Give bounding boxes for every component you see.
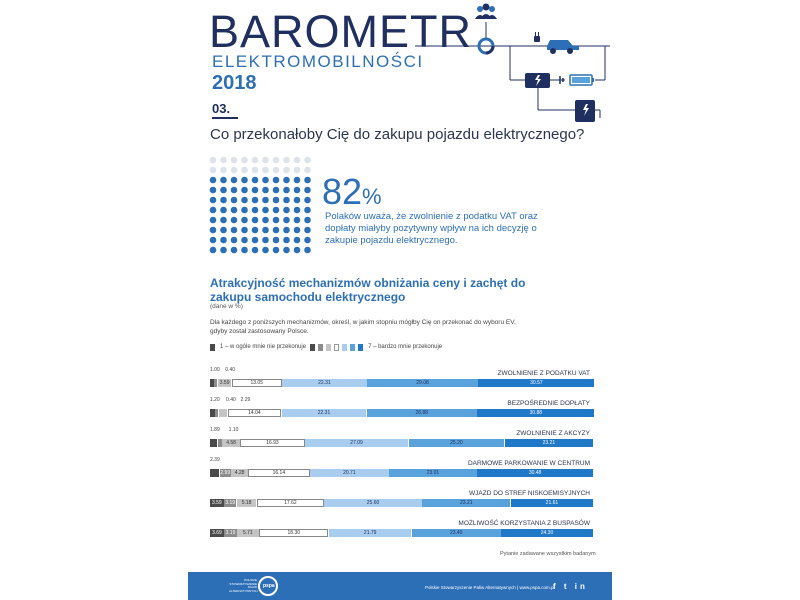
- dot: [273, 187, 280, 194]
- bar-segment: [224, 529, 236, 537]
- dot: [210, 227, 217, 234]
- bar-value-label: 25.60: [366, 500, 380, 506]
- stacked-bar-chart: [210, 360, 600, 545]
- legend-swatch-1b: [310, 344, 315, 351]
- dot: [252, 167, 259, 174]
- dot: [273, 167, 280, 174]
- bar-value-label: 21.61: [545, 500, 559, 506]
- section-underline: [212, 117, 238, 119]
- chart-legend: [210, 342, 446, 352]
- dot: [220, 237, 227, 244]
- dot: [294, 217, 301, 224]
- dot: [273, 207, 280, 214]
- bar-segment: [248, 469, 309, 477]
- dot: [252, 187, 259, 194]
- chart-title: Atrakcyjność mechanizmów obniżania ceny i zachęt do zakupu samochodu elektrycznego: [210, 276, 526, 304]
- dot: [294, 247, 301, 254]
- bar-segment: [210, 379, 214, 387]
- dot: [262, 237, 269, 244]
- dot: [241, 187, 248, 194]
- bar-value-label: 23.21: [542, 440, 556, 446]
- bar-value-label: 30.57: [530, 380, 543, 386]
- legend-swatch-4: [334, 344, 339, 351]
- dot: [231, 177, 238, 184]
- dot: [304, 187, 311, 194]
- dot: [262, 167, 269, 174]
- bar-value-label: 22.31: [318, 380, 331, 386]
- bar-value-label: 13.05: [250, 380, 263, 386]
- dot: [241, 247, 248, 254]
- dot: [252, 247, 259, 254]
- dot: [210, 237, 217, 244]
- bar-value-label: 17.62: [284, 500, 297, 506]
- dot: [294, 207, 301, 214]
- bar-value-label: 25.20: [450, 440, 463, 446]
- dot: [231, 187, 238, 194]
- dot: [252, 157, 259, 164]
- dot: [231, 207, 238, 214]
- bar-value-label: 4.28: [234, 470, 245, 476]
- category-label: DARMOWE PARKOWANIE W CENTRUM: [467, 460, 590, 467]
- bar-segment: [219, 409, 228, 417]
- dot: [294, 237, 301, 244]
- category-label: WJAZD DO STREF NISKOEMISYJNYCH: [469, 490, 590, 497]
- dot: [304, 247, 311, 254]
- circuit-illustration: [410, 0, 625, 125]
- bar-segment: [237, 499, 257, 507]
- dot: [252, 177, 259, 184]
- social-icons[interactable]: f t in: [553, 582, 588, 591]
- dot: [210, 177, 217, 184]
- bar-segment: [324, 499, 421, 507]
- category-label: MOŻLIWOŚĆ KORZYSTANIA Z BUSPASÓW: [458, 520, 590, 527]
- report-year: 2018: [212, 72, 257, 94]
- bar-value-label: 2.39: [210, 457, 220, 463]
- dot: [283, 197, 290, 204]
- dot: [283, 237, 290, 244]
- dot: [262, 217, 269, 224]
- bar-value-label: 27.09: [350, 440, 363, 446]
- bar-segment: [231, 469, 247, 477]
- bar-value-label: 1.89: [210, 427, 220, 433]
- dot: [304, 177, 311, 184]
- bar-segment: [224, 499, 236, 507]
- dot: [273, 237, 280, 244]
- bar-segment: [478, 379, 594, 387]
- bar-segment: [218, 439, 222, 447]
- dot: [304, 167, 311, 174]
- bar-value-label: 2.29: [240, 397, 251, 403]
- dot: [220, 167, 227, 174]
- bar-segment: [367, 409, 477, 417]
- report-title: BAROMETR: [209, 6, 473, 57]
- bar-value-label: 23.01: [426, 470, 440, 476]
- bar-value-label: 1.10: [228, 427, 239, 433]
- dot: [273, 157, 280, 164]
- dot: [210, 247, 217, 254]
- bar-segment: [505, 439, 593, 447]
- dot: [241, 237, 248, 244]
- dot: [273, 247, 280, 254]
- section-question: Co przekonałoby Cię do zakupu pojazdu elektrycznego?: [210, 126, 585, 143]
- dot: [294, 197, 301, 204]
- bar-segment: [232, 379, 282, 387]
- dot: [304, 237, 311, 244]
- bar-value-label: 0.40: [225, 367, 236, 373]
- bar-segment: [257, 499, 324, 507]
- highlight-description: Polaków uważa, że zwolnienie z podatku VAT oraz dopłaty miałyby pozytywny wpływ na ich decyzję o zakupie pojazdu elektrycznego.: [325, 211, 538, 246]
- bar-segment: [210, 469, 219, 477]
- dot: [252, 217, 259, 224]
- legend-low-label: 1 – w ogóle mnie nie przekonuje: [220, 344, 307, 350]
- dot: [304, 197, 311, 204]
- dot: [241, 207, 248, 214]
- bar-segment: [511, 499, 593, 507]
- legend-swatch-1: [210, 344, 215, 351]
- dot: [262, 177, 269, 184]
- dot: [283, 247, 290, 254]
- dot: [273, 227, 280, 234]
- bar-value-label: 1.20: [210, 397, 220, 403]
- dot: [220, 247, 227, 254]
- dot: [262, 157, 269, 164]
- dot: [241, 167, 248, 174]
- bar-value-label: 28.88: [415, 410, 429, 416]
- dot: [252, 237, 259, 244]
- bar-segment: [210, 529, 224, 537]
- dot: [231, 197, 238, 204]
- dot: [294, 167, 301, 174]
- bar-segment: [422, 499, 510, 507]
- bar-value-label: 20.71: [343, 470, 356, 476]
- dot: [210, 197, 217, 204]
- bar-segment: [477, 469, 593, 477]
- bar-value-label: 3.59: [219, 380, 230, 386]
- bar-value-label: 29.08: [416, 380, 429, 386]
- category-label: ZWOLNIENIE Z AKCYZY: [516, 430, 590, 437]
- dot: [220, 197, 227, 204]
- dot: [304, 207, 311, 214]
- dot: [241, 217, 248, 224]
- bar-value-label: 3.59: [211, 500, 222, 506]
- chart-unit: (dane w %): [210, 303, 243, 310]
- footer-text: Polskie Stowarzyszenie Paliw Alternatywnych | www.pspa.com.pl: [425, 585, 555, 590]
- legend-swatch-5: [342, 344, 347, 351]
- bar-segment: [409, 439, 505, 447]
- bar-value-label: 16.93: [266, 440, 279, 446]
- dot: [241, 197, 248, 204]
- percent-sign: %: [362, 184, 382, 209]
- percent-value: 82: [322, 171, 363, 212]
- dot: [231, 227, 238, 234]
- bar-segment: [240, 439, 304, 447]
- legend-swatch-2: [318, 344, 323, 351]
- bar-segment: [501, 529, 593, 537]
- dot: [210, 217, 217, 224]
- bar-segment: [210, 499, 224, 507]
- dot: [231, 157, 238, 164]
- battery-icon: [560, 75, 594, 85]
- dot: [210, 207, 217, 214]
- dot: [231, 237, 238, 244]
- dot: [241, 227, 248, 234]
- dot: [220, 157, 227, 164]
- legend-swatch-3: [326, 344, 331, 351]
- dot: [252, 227, 259, 234]
- dot: [283, 157, 290, 164]
- dot: [220, 227, 227, 234]
- bar-value-label: 30.88: [529, 410, 543, 416]
- dot-grid-infographic: [208, 155, 318, 260]
- report-subtitle: ELEKTROMOBILNOŚCI: [212, 52, 424, 71]
- dot: [210, 157, 217, 164]
- bar-segment: [220, 469, 231, 477]
- bar-value-label: 23.40: [449, 530, 463, 536]
- dot: [262, 207, 269, 214]
- dot: [283, 217, 290, 224]
- plug-icon: [534, 32, 540, 42]
- bar-segment: [389, 469, 476, 477]
- dot: [283, 167, 290, 174]
- dot: [304, 227, 311, 234]
- dot: [304, 217, 311, 224]
- dot: [304, 157, 311, 164]
- bar-segment: [282, 379, 367, 387]
- dot: [283, 227, 290, 234]
- bar-value-label: 16.14: [272, 470, 286, 476]
- bar-value-label: 21.79: [363, 530, 377, 536]
- bar-value-label: 24.30: [540, 530, 554, 536]
- dot: [262, 247, 269, 254]
- bar-value-label: 14.04: [248, 410, 261, 416]
- section-number: 03.: [212, 101, 231, 116]
- bar-segment: [222, 439, 239, 447]
- dot: [294, 227, 301, 234]
- bar-value-label: 2.99: [220, 470, 231, 476]
- bar-segment: [367, 379, 478, 387]
- dot: [220, 207, 227, 214]
- dot: [273, 217, 280, 224]
- bar-value-label: 4.58: [226, 440, 236, 446]
- bar-value-label: 0.40: [226, 397, 236, 403]
- people-icon: [475, 4, 497, 20]
- dot: [252, 207, 259, 214]
- bar-segment: [237, 529, 259, 537]
- dot: [231, 247, 238, 254]
- bar-value-label: 18.30: [287, 530, 301, 536]
- bar-value-label: 22.31: [317, 410, 331, 416]
- dot: [262, 227, 269, 234]
- legend-high-label: 7 – bardzo mnie przekonuje: [368, 344, 443, 350]
- category-label: BEZPOŚREDNIE DOPŁATY: [507, 400, 590, 407]
- chart-instruction: Dla każdego z poniższych mechanizmów, określ, w jakim stopniu mógłby Cię on przekonać do wyboru EV, gdyby został zastosowany Polsce.: [210, 319, 516, 335]
- dot: [273, 177, 280, 184]
- category-label: ZWOLNIENIE Z PODATKU VAT: [497, 370, 590, 377]
- dot: [273, 197, 280, 204]
- bar-value-label: 5.18: [241, 500, 252, 506]
- bar-segment: [210, 409, 215, 417]
- car-icon: [547, 40, 579, 54]
- dot: [283, 187, 290, 194]
- dot: [294, 157, 301, 164]
- dot: [252, 197, 259, 204]
- bar-segment: [282, 409, 367, 417]
- bar-value-label: 1.00: [210, 367, 220, 373]
- bar-value-label: 3.69: [212, 530, 222, 536]
- bar-segment: [329, 529, 411, 537]
- dot: [210, 167, 217, 174]
- engine-icon: [525, 73, 550, 88]
- dot: [241, 157, 248, 164]
- dot: [262, 197, 269, 204]
- bar-segment: [228, 409, 281, 417]
- dot: [283, 207, 290, 214]
- dot: [241, 177, 248, 184]
- dot: [220, 217, 227, 224]
- dot: [294, 177, 301, 184]
- pspa-logo-word: pspa: [263, 583, 275, 589]
- legend-swatch-6: [350, 344, 355, 351]
- bar-value-label: 3.19: [225, 500, 236, 506]
- bar-segment: [210, 439, 217, 447]
- dot: [231, 217, 238, 224]
- dot: [294, 187, 301, 194]
- bar-value-label: 30.48: [528, 470, 542, 476]
- footer-logo-caption: POLSKIE STOWARZYSZENIE PALIW ALTERNATYWNYCH: [229, 578, 258, 593]
- bar-segment: [477, 409, 594, 417]
- dot: [210, 187, 217, 194]
- bar-value-label: 23.21: [460, 500, 473, 506]
- dot: [231, 167, 238, 174]
- dot: [220, 187, 227, 194]
- dot: [262, 187, 269, 194]
- bar-segment: [305, 439, 408, 447]
- survey-note: Pytanie zadawane wszystkim badanym: [500, 551, 596, 557]
- bar-value-label: 3.19: [225, 530, 236, 536]
- legend-swatch-7: [358, 344, 363, 351]
- bar-segment: [310, 469, 389, 477]
- bar-value-label: 5.71: [242, 530, 253, 536]
- bar-segment: [412, 529, 501, 537]
- dot: [220, 177, 227, 184]
- charger-icon: [575, 100, 595, 122]
- dot: [283, 177, 290, 184]
- bar-segment: [259, 529, 328, 537]
- bar-segment: [218, 379, 232, 387]
